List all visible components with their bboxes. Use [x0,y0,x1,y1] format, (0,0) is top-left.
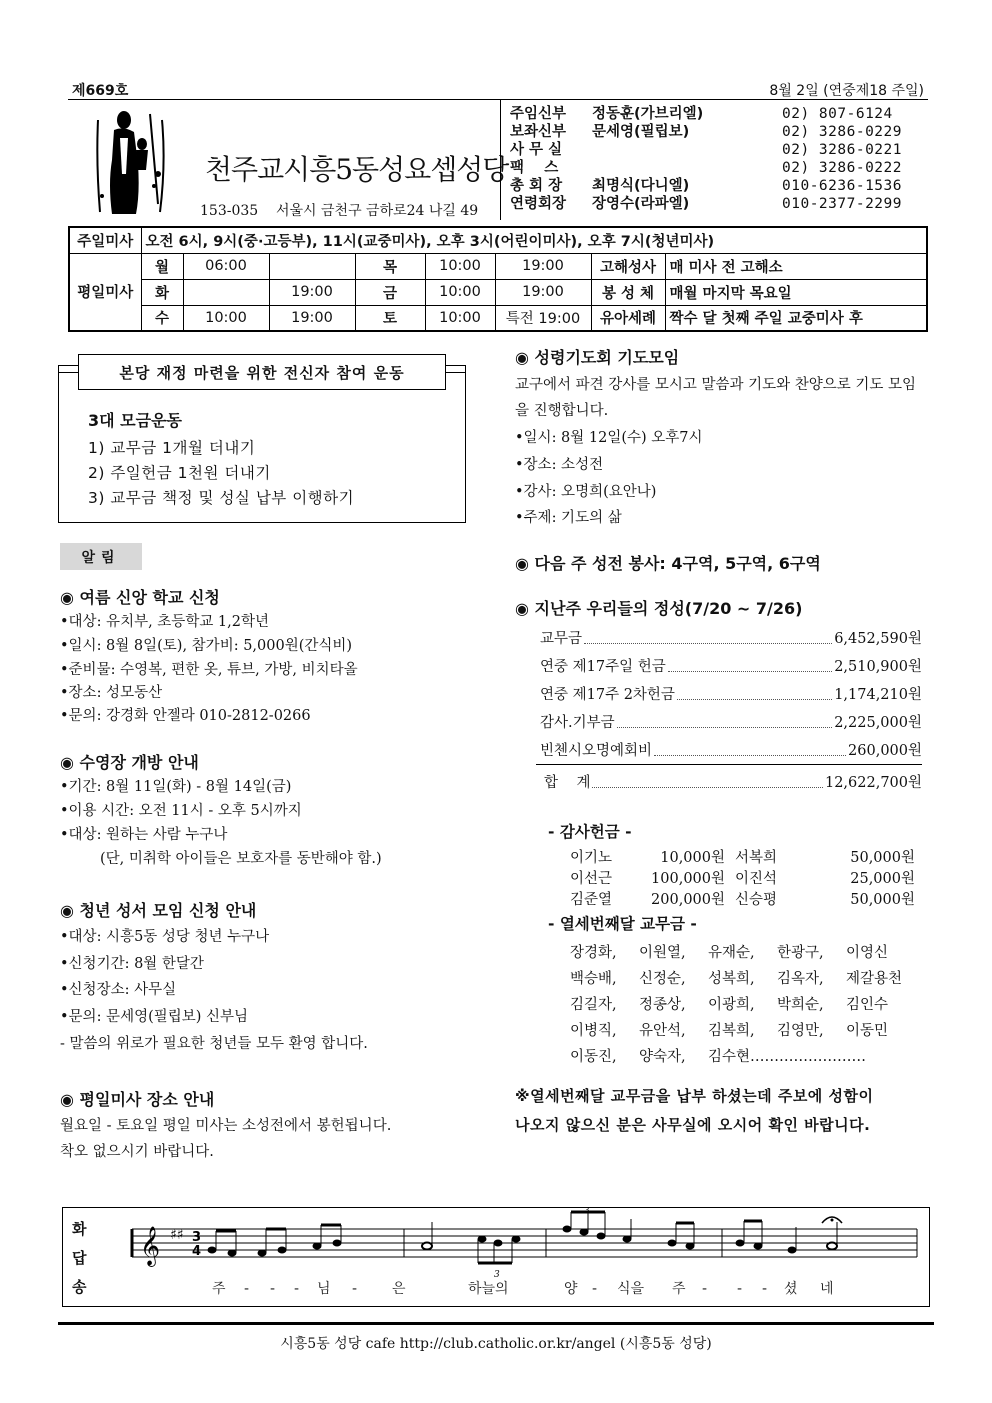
contact-row [510,123,925,141]
contact-row [510,105,925,123]
donor-amount: 10,000원 [660,850,725,866]
leader-dots [668,671,832,672]
sacrament-label: 봉 성 체 [591,279,665,305]
tithe-name: 신정순, [639,971,686,987]
prayer-meeting-line: 을 진행합니다. [515,403,609,419]
offering-row [540,682,922,704]
tithe-name: 성복희, [708,971,755,987]
offering-value: 6,452,590원 [834,631,922,647]
lyric: 은 [392,1281,406,1297]
lyric: 하늘의 [468,1281,509,1297]
tithe-names-row [570,1019,915,1040]
tithe-name: 장경화, [570,945,617,961]
psalm-label-char: 답 [72,1249,87,1267]
offering-total-label: 합 계 [544,775,591,791]
contact-name: 장영수(라파엘) [592,196,690,212]
time-cell: 06:00 [183,253,269,279]
weekday-mass-line: 월요일 - 토요일 평일 미사는 소성전에서 봉헌됩니다. [60,1118,392,1134]
lyric: - [270,1281,276,1297]
campaign-title: 본당 재정 마련을 위한 전신자 참여 운동 [119,363,405,382]
day-cell: 토 [355,305,425,331]
offering-row [540,710,922,732]
campaign-title-box [78,354,446,390]
youth-bible-line: - 말씀의 위로가 필요한 청년들 모두 환영 합니다. [60,1036,368,1052]
contact-phone: 02) 3286-0229 [782,124,902,140]
offering-total-value: 12,622,700원 [824,775,922,791]
thanks-row [570,888,915,909]
campaign-rule-right [446,372,466,373]
contact-name [592,141,782,159]
lyric: 양 [564,1281,578,1297]
tithe-name: 이광희, [708,997,755,1013]
tithe-note: ※열세번째달 교무금을 납부 하셨는데 주보에 성함이 [515,1087,874,1105]
donor-name: 이기노 [570,850,613,866]
contact-role: 연령회장 [510,196,567,212]
summer-school-line: •문의: 강경화 안젤라 010-2812-0266 [60,708,311,724]
weekday-row [69,279,927,305]
donor-amount: 200,000원 [651,892,725,908]
contact-phone: 02) 3286-0222 [782,160,902,176]
next-week-service: ◉ 다음 주 성전 봉사: 4구역, 5구역, 6구역 [515,554,821,573]
offering-value: 2,510,900원 [834,659,922,675]
donor-amount: 100,000원 [651,871,725,887]
contact-role: 주임신부 [510,106,567,122]
donor-amount: 25,000원 [850,871,915,887]
sacrament-info: 매 미사 전 고해소 [665,253,927,279]
lyric: 네 [820,1281,834,1297]
svg-text:3: 3 [584,1207,590,1216]
youth-bible-line: •대상: 시흥5동 성당 청년 누구나 [60,929,270,945]
prayer-meeting-line: •강사: 오명희(요안나) [515,484,657,500]
lyric: - [762,1281,768,1297]
contact-name: 문세영(필립보) [592,124,690,140]
lyric: - [352,1281,358,1297]
offering-row [540,654,922,676]
tithe-name: 김길자, [570,997,617,1013]
lyric: - [244,1281,250,1297]
tithe-name: 김수현…………………… [708,1049,867,1065]
contact-row [510,177,925,195]
sacrament-label: 유아세례 [591,305,665,331]
day-cell: 수 [141,305,183,331]
sunday-row [69,227,927,253]
church-address [200,200,478,220]
youth-bible-line: •문의: 문세영(필립보) 신부님 [60,1009,249,1025]
weekday-mass-label: 평일미사 [69,253,141,331]
tithe-names-row [570,967,915,988]
lyric: 주 [212,1281,226,1297]
time-cell: 10:00 [425,305,495,331]
donor-amount: 50,000원 [850,892,915,908]
contact-name: 정동훈(가브리엘) [592,106,704,122]
offering-value: 260,000원 [848,743,922,759]
tithe-name: 김인수 [846,997,889,1013]
summer-school-line: •장소: 성모동산 [60,685,163,701]
issue-number: 제669호 [72,83,129,99]
sacrament-info: 짝수 달 첫째 주일 교중미사 후 [665,305,927,331]
sacrament-info: 매월 마지막 목요일 [665,279,927,305]
sunday-mass-times: 오전 6시, 9시(중·고등부), 11시(교중미사), 오후 3시(어린이미사), 오후 7시(청년미사) [141,227,927,253]
campaign-item: 1) 교무금 1개월 더내기 [88,439,256,457]
tithe-names-row [570,993,915,1014]
tithe-names-row [570,941,915,962]
day-cell: 금 [355,279,425,305]
offering-label: 연중 제17주일 헌금 [540,659,666,675]
donor-amount: 50,000원 [850,850,915,866]
time-cell: 10:00 [425,279,495,305]
time-cell: 특전 19:00 [495,305,591,331]
leader-dots [584,643,832,644]
time-cell: 19:00 [495,253,591,279]
tithe-name: 김복희, [708,1023,755,1039]
summer-school-line: •대상: 유치부, 초등학교 1,2학년 [60,614,270,630]
donor-name: 서복희 [735,850,778,866]
tithe-name: 이동민 [846,1023,889,1039]
time-cell: 19:00 [269,279,355,305]
offering-label: 교무금 [540,631,583,647]
prayer-meeting-title: ◉ 성령기도회 기도모임 [515,348,680,367]
tithe-name: 이동진, [570,1049,617,1065]
offering-label: 감사.기부금 [540,715,615,731]
footer-cafe-info: 시흥5동 성당 cafe http://club.catholic.or.kr/angel (시흥5동 성당) [280,1336,712,1352]
summer-school-line: •일시: 8월 8일(토), 참가비: 5,000원(간식비) [60,638,353,654]
weekday-mass-title: ◉ 평일미사 장소 안내 [60,1090,215,1109]
contact-phone: 02) 3286-0221 [782,142,902,158]
youth-bible-title: ◉ 청년 성서 모임 신청 안내 [60,901,257,920]
contact-role: 팩 스 [510,160,559,176]
offering-value: 2,225,000원 [834,715,922,731]
youth-bible-line: •신청기간: 8월 한달간 [60,956,204,972]
campaign-item: 2) 주일헌금 1천원 더내기 [88,464,271,482]
donor-name: 이선근 [570,871,613,887]
time-cell [269,253,355,279]
tithe-title: - 열세번째달 교무금 - [548,915,697,933]
day-cell: 화 [141,279,183,305]
lyric: - [737,1281,743,1297]
mass-schedule-table [68,226,928,332]
tithe-name: 이영신 [846,945,889,961]
leader-dots [654,755,846,756]
thanks-row [570,846,915,867]
contact-list [510,105,925,213]
contact-name [592,159,782,177]
weekday-row [69,305,927,331]
pool-line: •기간: 8월 11일(화) - 8월 14일(금) [60,779,292,795]
donor-name: 이진석 [735,871,778,887]
tithe-name: 김옥자, [777,971,824,987]
tithe-name: 김영만, [777,1023,824,1039]
pool-line: •이용 시간: 오전 11시 - 오후 5시까지 [60,803,302,819]
sunday-mass-label: 주일미사 [69,227,141,253]
svg-text:3: 3 [494,1270,500,1280]
leader-dots [677,699,832,700]
psalm-label-char: 화 [72,1220,87,1238]
pool-line: (단, 미취학 아이들은 보호자를 동반해야 함.) [100,851,382,867]
contact-row [510,141,925,159]
tithe-name: 이병직, [570,1023,617,1039]
campaign-item: 3) 교무금 책정 및 성실 납부 이행하기 [88,489,355,507]
music-staff [62,1207,930,1307]
issue-date: 8월 2일 (연중제18 주일) [769,83,924,99]
treble-clef-icon: 𝄞 [140,1226,161,1266]
offering-row [540,738,922,760]
contact-row [510,195,925,213]
contact-name: 최명식(다니엘) [592,178,690,194]
contact-role: 총 회 장 [510,178,563,194]
donor-name: 김준열 [570,892,613,908]
tithe-note: 나오지 않으신 분은 사무실에 오시어 확인 바랍니다. [515,1116,871,1134]
tithe-name: 양숙자, [639,1049,686,1065]
thanks-row [570,867,915,888]
notice-label: 알림 [60,543,142,570]
contact-row [510,159,925,177]
day-cell: 목 [355,253,425,279]
offering-label: 연중 제17주 2차헌금 [540,687,675,703]
donor-name: 신승평 [735,892,778,908]
lyric: - [702,1281,708,1297]
offering-total-row [544,770,922,792]
tithe-name: 백승배, [570,971,617,987]
tithe-name: 이원열, [639,945,686,961]
street-address: 서울시 금천구 금하로24 나길 49 [276,203,479,219]
prayer-meeting-line: 교구에서 파견 강사를 모시고 말씀과 기도와 찬양으로 기도 모임 [515,377,917,393]
summer-school-line: •준비물: 수영복, 편한 옷, 튜브, 가방, 비치타올 [60,662,358,678]
offering-value: 1,174,210원 [834,687,922,703]
pool-title: ◉ 수영장 개방 안내 [60,753,199,772]
campaign-rule-left [58,372,78,373]
time-cell: 10:00 [425,253,495,279]
campaign-subtitle: 3대 모금운동 [88,411,182,430]
saint-joseph-logo-icon [88,104,172,218]
tithe-name: 제갈용천 [846,971,903,987]
psalm-label-char: 송 [72,1278,87,1296]
tithe-name: 유재순, [708,945,755,961]
lyric: 식을 [617,1281,645,1297]
thanks-offering-title: - 감사헌금 - [548,823,632,841]
prayer-meeting-line: •주제: 기도의 삶 [515,510,622,526]
tithe-name: 유안석, [639,1023,686,1039]
lyric: - [294,1281,300,1297]
lyric: 님 [317,1281,331,1297]
weekday-mass-line: 착오 없으시기 바랍니다. [60,1144,214,1160]
svg-text:4: 4 [192,1244,202,1259]
lyric: 셨 [784,1281,798,1297]
time-cell: 19:00 [495,279,591,305]
church-name: 천주교시흥5동성요셉성당 [205,153,509,186]
weekday-row [69,253,927,279]
day-cell: 월 [141,253,183,279]
svg-text:♯♯: ♯♯ [170,1227,184,1243]
header-divider [500,100,501,220]
summer-school-title: ◉ 여름 신앙 학교 신청 [60,588,220,607]
svg-text:3: 3 [192,1230,202,1245]
leader-dots [617,727,833,728]
contact-phone: 010-2377-2299 [782,196,902,212]
tithe-name: 박희순, [777,997,824,1013]
tithe-name: 정종상, [639,997,686,1013]
lyric: 주 [672,1281,686,1297]
contact-phone: 010-6236-1536 [782,178,902,194]
tithe-names-row [570,1045,915,1066]
offering-title: ◉ 지난주 우리들의 정성(7/20 ~ 7/26) [515,599,803,618]
lyric: - [592,1281,598,1297]
contact-role: 보좌신부 [510,124,567,140]
time-cell: 10:00 [183,305,269,331]
offering-row [540,626,922,648]
pool-line: •대상: 원하는 사람 누구나 [60,827,228,843]
offering-label: 빈첸시오명예회비 [540,743,653,759]
sacrament-label: 고해성사 [591,253,665,279]
prayer-meeting-line: •일시: 8월 12일(수) 오후7시 [515,430,703,446]
contact-phone: 02) 807-6124 [782,106,893,122]
time-cell [183,279,269,305]
sum-rule [536,764,922,765]
top-rule [68,99,928,100]
contact-role: 사 무 실 [510,142,563,158]
prayer-meeting-line: •장소: 소성전 [515,457,604,473]
tithe-name: 한광구, [777,945,824,961]
leader-dots [592,787,823,788]
time-cell: 19:00 [269,305,355,331]
postal-code: 153-035 [200,203,259,219]
bottom-rule [58,1322,934,1325]
youth-bible-line: •신청장소: 사무실 [60,982,177,998]
